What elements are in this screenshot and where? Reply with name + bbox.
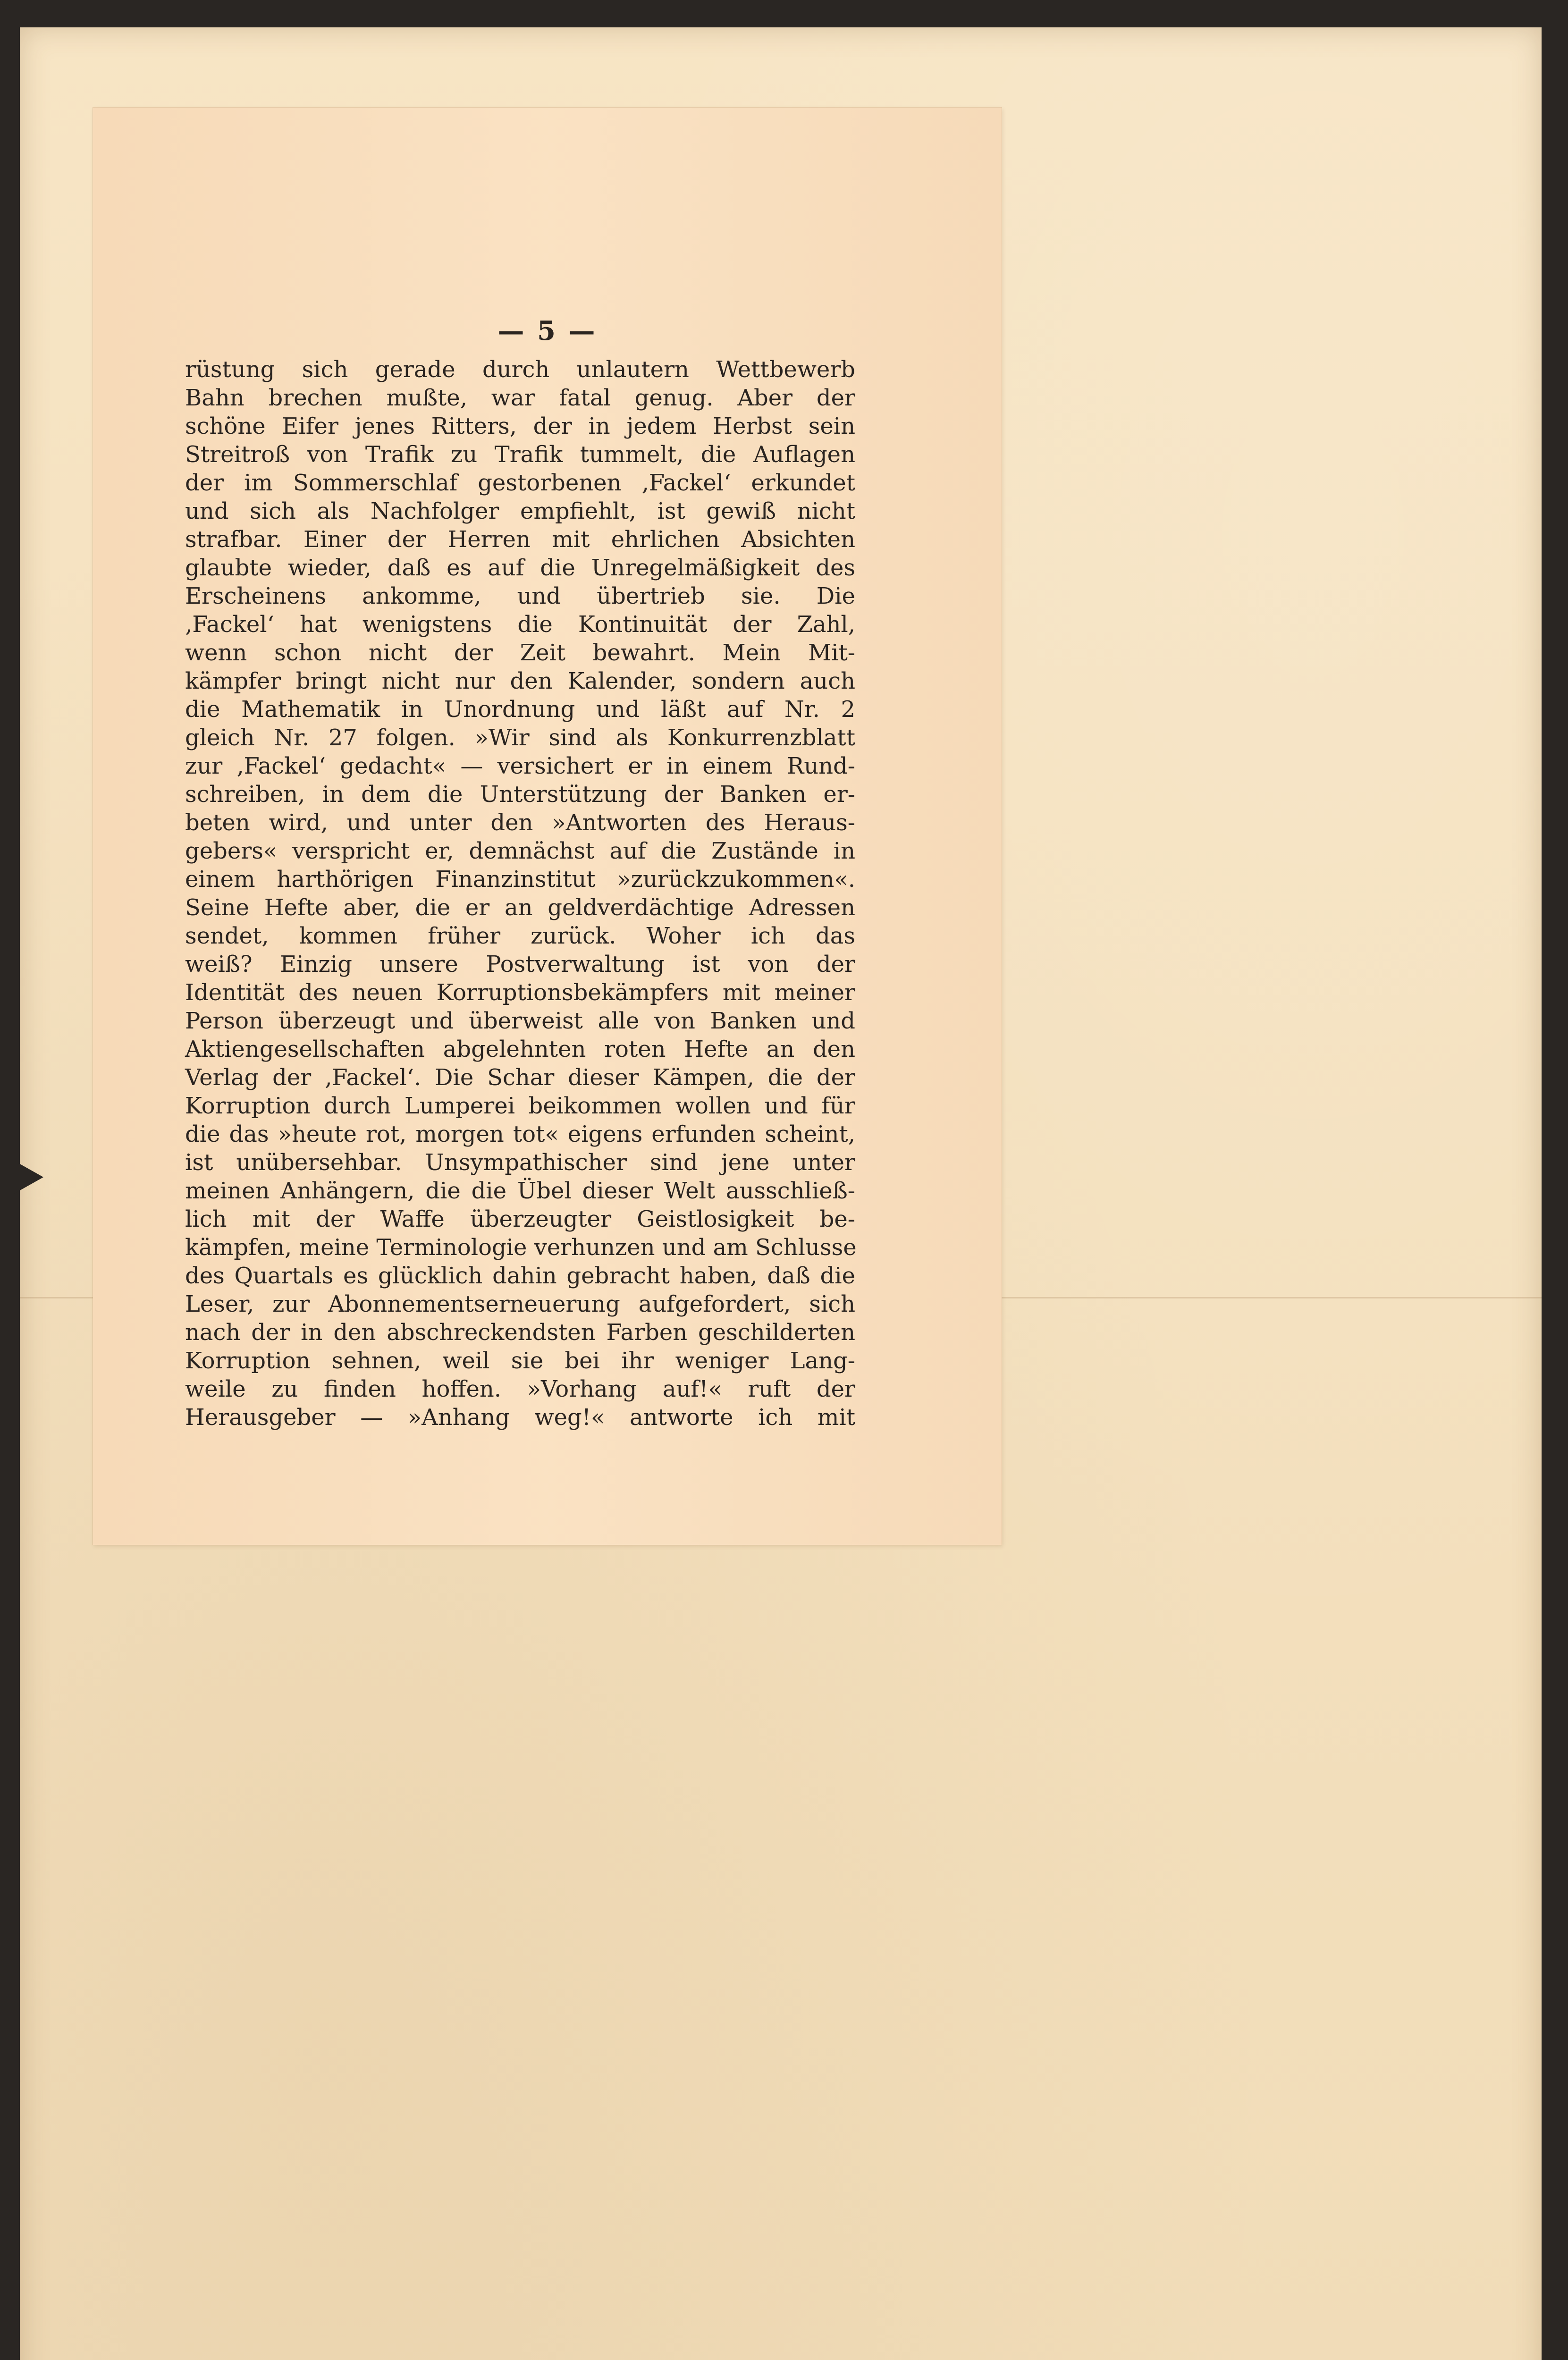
- text-line: Herausgeber — »Anhang weg!« antworte ich mit: [185, 1404, 855, 1431]
- text-line: gleich Nr. 27 folgen. »Wir sind als Konkurrenzblatt: [185, 725, 855, 751]
- text-line: die Mathematik in Unordnung und läßt auf Nr. 2: [185, 696, 855, 723]
- text-line: Korruption durch Lumperei beikommen wollen und für: [185, 1093, 855, 1119]
- text-line: Person überzeugt und überweist alle von Banken und: [185, 1008, 855, 1034]
- text-line: wenn schon nicht der Zeit bewahrt. Mein Mit-: [185, 640, 855, 666]
- text-line: kämpfer bringt nicht nur den Kalender, sondern auch: [185, 668, 855, 694]
- text-line: gebers« verspricht er, demnächst auf die Zustände in: [185, 838, 855, 864]
- text-line: Leser, zur Abonnementserneuerung aufgefordert, sich: [185, 1291, 855, 1317]
- text-line: ‚Fackel‘ hat wenigstens die Kontinuität der Zahl,: [185, 611, 855, 638]
- text-line: des Quartals es glücklich dahin gebracht haben, daß die: [185, 1263, 855, 1289]
- text-line: Streitroß von Trafik zu Trafik tummelt, die Auflagen: [185, 441, 855, 468]
- text-line: Aktiengesellschaften abgelehnten roten Hefte an den: [185, 1036, 855, 1062]
- text-line: Korruption sehnen, weil sie bei ihr weniger Lang-: [185, 1348, 855, 1374]
- body-text: [185, 355, 855, 1432]
- page-number: — 5 —: [497, 315, 597, 346]
- text-line: rüstung sich gerade durch unlautern Wettbewerb: [185, 356, 855, 383]
- text-line: lich mit der Waffe überzeugter Geistlosigkeit be-: [185, 1206, 855, 1232]
- text-line: ist unübersehbar. Unsympathischer sind jene unter: [185, 1149, 855, 1176]
- text-line: strafbar. Einer der Herren mit ehrlichen Absichten: [185, 526, 855, 553]
- text-line: die das »heute rot, morgen tot« eigens erfunden scheint,: [185, 1121, 855, 1147]
- text-line: kämpfen, meine Terminologie verhunzen und am Schlusse: [185, 1234, 857, 1261]
- text-line: schreiben, in dem die Unterstützung der Banken er-: [185, 781, 855, 808]
- text-line: und sich als Nachfolger empfiehlt, ist gewiß nicht: [185, 498, 855, 524]
- text-line: Seine Hefte aber, die er an geldverdächtige Adressen: [185, 894, 855, 921]
- text-line: Identität des neuen Korruptionsbekämpfers mit meiner: [185, 979, 855, 1006]
- text-line: meinen Anhängern, die die Übel dieser Welt ausschließ-: [185, 1178, 855, 1204]
- text-line: schöne Eifer jenes Ritters, der in jedem Herbst sein: [185, 413, 855, 439]
- text-line: Bahn brechen mußte, war fatal genug. Aber der: [185, 385, 855, 411]
- text-line: weile zu finden hoffen. »Vorhang auf!« ruft der: [185, 1376, 855, 1402]
- text-line: nach der in den abschreckendsten Farben geschilderten: [185, 1319, 855, 1346]
- text-line: glaubte wieder, daß es auf die Unregelmäßigkeit des: [185, 555, 855, 581]
- text-line: einem harthörigen Finanzinstitut »zurückzukommen«.: [185, 866, 855, 893]
- torn-edge-notch: [13, 1160, 43, 1194]
- text-line: Erscheinens ankomme, und übertrieb sie. Die: [185, 583, 855, 609]
- text-line: der im Sommerschlaf gestorbenen ‚Fackel‘ erkundet: [185, 470, 855, 496]
- text-line: beten wird, und unter den »Antworten des Heraus-: [185, 809, 855, 836]
- text-line: sendet, kommen früher zurück. Woher ich das: [185, 923, 855, 949]
- paper-sheet: [20, 27, 1542, 2360]
- text-line: zur ‚Fackel‘ gedacht« — versichert er in einem Rund-: [185, 753, 855, 779]
- text-line: weiß? Einzig unsere Postverwaltung ist von der: [185, 951, 855, 978]
- newspaper-clipping: [93, 108, 1002, 1545]
- text-line: Verlag der ‚Fackel‘. Die Schar dieser Kämpen, die der: [185, 1064, 855, 1091]
